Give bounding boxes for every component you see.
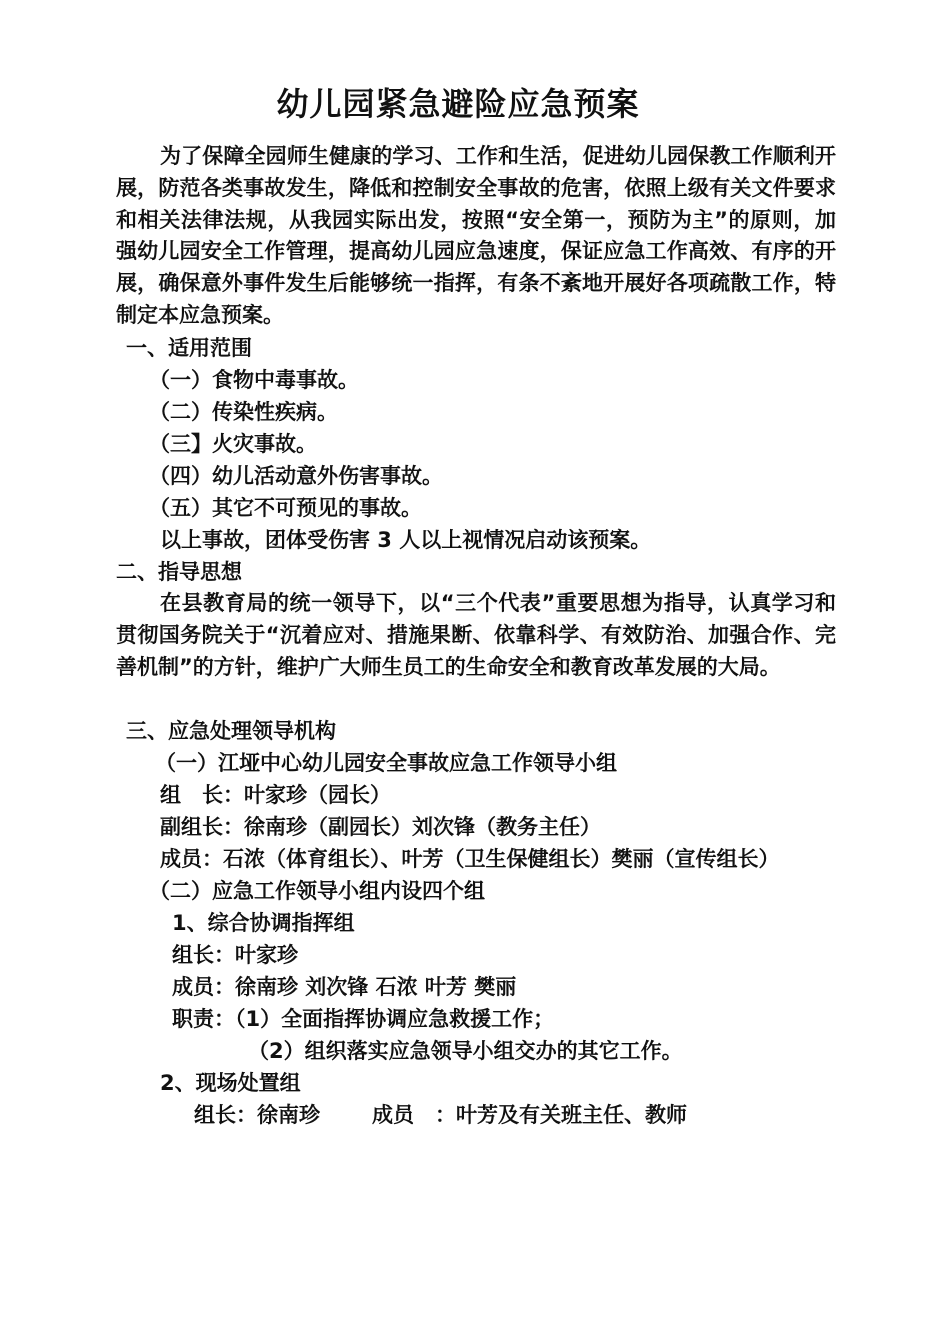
group1-duty-1: 职责：（1）全面指挥协调应急救援工作； bbox=[172, 1007, 555, 1031]
section1-item-4: （四）幼儿活动意外伤害事故。 bbox=[149, 464, 443, 488]
section3-sub1: （一）江垭中心幼儿园安全事故应急工作领导小组 bbox=[155, 751, 617, 775]
group1-leader: 组长：叶家珍 bbox=[172, 943, 298, 967]
document-title: 幼儿园紧急避险应急预案 bbox=[276, 85, 640, 123]
section2-body: 在县教育局的统一领导下，以“三个代表”重要思想为指导，认真学习和贯彻国务院关于“沉着应对、措施果断、依靠科学、有效防治、加强合作、完善机制”的方针，维护广大师生员工的生命安全和教育改革发展的大局。 bbox=[116, 591, 836, 679]
section1-item-3: （三】火灾事故。 bbox=[149, 432, 317, 456]
section1-heading: 一、适用范围 bbox=[126, 336, 252, 360]
section3-sub2: （二）应急工作领导小组内设四个组 bbox=[149, 879, 485, 903]
intro-paragraph: 为了保障全园师生健康的学习、工作和生活，促进幼儿园保教工作顺利开展，防范各类事故发生，降低和控制安全事故的危害，依照上级有关文件要求和相关法律法规，从我园实际出发，按照“安全第一，预防为主”的原则，加强幼儿园安全工作管理，提高幼儿园应急速度，保证应急工作高效、有序的开展，确保意外事件发生后能够统一指挥，有条不紊地开展好各项疏散工作，特制定本应急预案。 bbox=[116, 144, 836, 327]
section1-item-1: （一）食物中毒事故。 bbox=[149, 368, 359, 392]
group2-name: 2、现场处置组 bbox=[160, 1071, 301, 1095]
group1-members: 成员：徐南珍 刘次锋 石浓 叶芳 樊丽 bbox=[172, 975, 517, 999]
group1-name: 1、综合协调指挥组 bbox=[172, 911, 355, 935]
section2-heading: 二、指导思想 bbox=[116, 560, 242, 584]
section3-heading: 三、应急处理领导机构 bbox=[126, 719, 336, 743]
section1-note: 以上事故，团体受伤害 3 人以上视情况启动该预案。 bbox=[160, 528, 652, 552]
group1-duty-2: （2）组织落实应急领导小组交办的其它工作。 bbox=[248, 1039, 683, 1063]
group2-leader: 组长：徐南珍 bbox=[194, 1103, 320, 1127]
section3-members: 成员：石浓（体育组长）、叶芳（卫生保健组长）樊丽（宣传组长） bbox=[160, 847, 780, 871]
group2-members: 成员 ：叶芳及有关班主任、教师 bbox=[372, 1103, 687, 1127]
section1-item-5: （五）其它不可预见的事故。 bbox=[149, 496, 422, 520]
section3-leader: 组 长：叶家珍（园长） bbox=[160, 783, 391, 807]
section3-deputy: 副组长：徐南珍（副园长）刘次锋（教务主任） bbox=[160, 815, 601, 839]
section1-item-2: （二）传染性疾病。 bbox=[149, 400, 338, 424]
